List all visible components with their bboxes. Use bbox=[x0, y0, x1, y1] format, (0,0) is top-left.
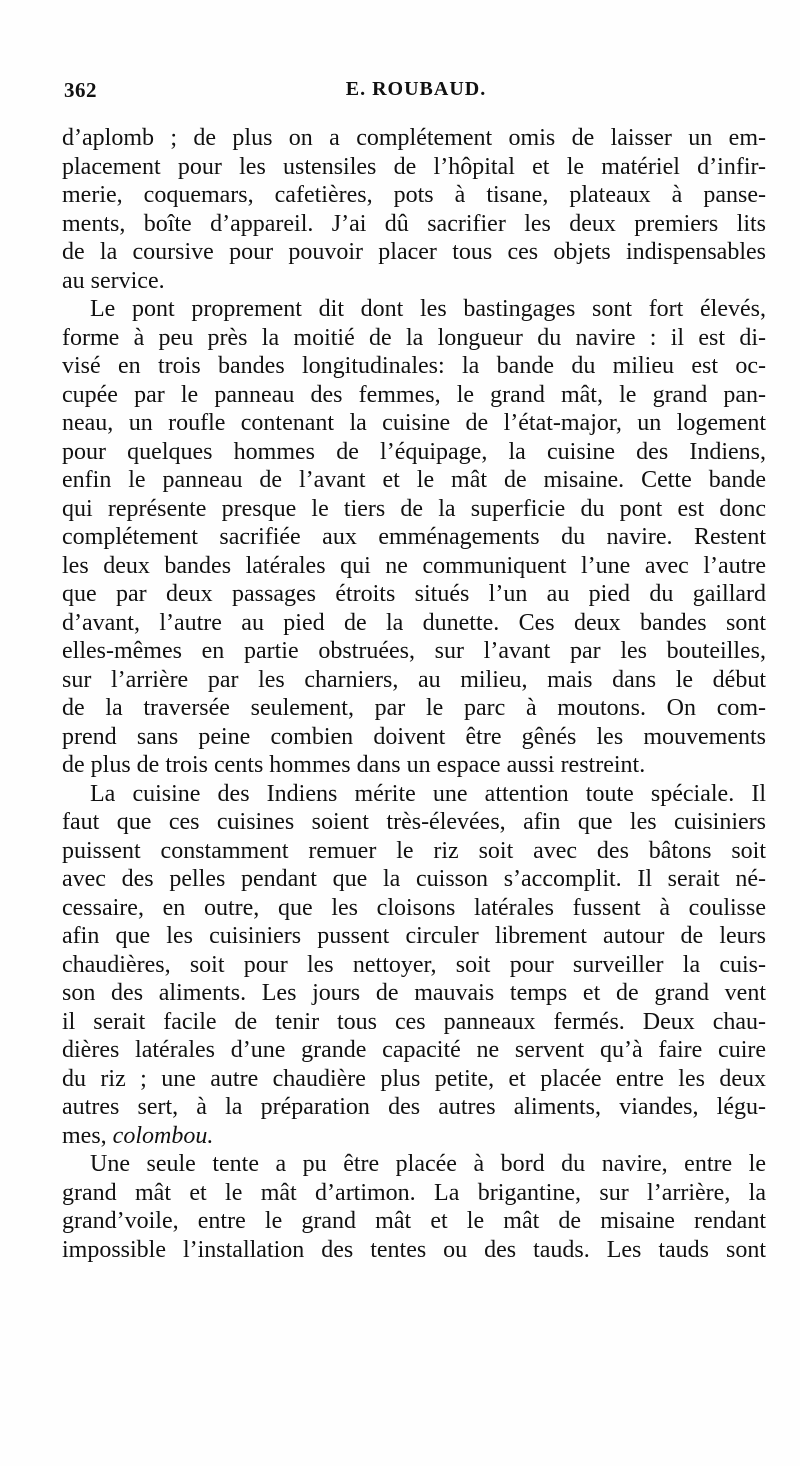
text-line: enfin le panneau de l’avant et le mât de misaine. Cette bande bbox=[62, 467, 766, 493]
text-line: qui représente presque le tiers de la superficie du pont est donc bbox=[62, 495, 766, 522]
text-line: son des aliments. Les jours de mauvais temps et de grand vent bbox=[62, 980, 766, 1006]
text-line: puissent constamment remuer le riz soit avec des bâtons soit bbox=[62, 837, 766, 864]
text-line: dières latérales d’une grande capacité ne servent qu’à faire cuire bbox=[62, 1037, 766, 1063]
text-line: cupée par le panneau des femmes, le grand mât, le grand pan- bbox=[62, 381, 766, 408]
text-line: placement pour les ustensiles de l’hôpital et le matériel d’infir- bbox=[62, 153, 766, 180]
text-line: au service. bbox=[62, 267, 165, 294]
text-line: cessaire, en outre, que les cloisons latérales fussent à coulisse bbox=[62, 894, 766, 921]
text-line: faut que ces cuisines soient très-élevées, afin que les cuisiniers bbox=[62, 809, 766, 835]
text-line: Le pont proprement dit dont les bastingages sont fort élevés, bbox=[90, 296, 766, 322]
text-line: de la traversée seulement, par le parc à moutons. On com- bbox=[62, 695, 766, 721]
text-line: mes, colombou. bbox=[62, 1122, 214, 1149]
text-line: sur l’arrière par les charniers, au milieu, mais dans le début bbox=[62, 666, 766, 693]
text-line: d’avant, l’autre au pied de la dunette. Ces deux bandes sont bbox=[62, 609, 766, 636]
text-line: de plus de trois cents hommes dans un espace aussi restreint. bbox=[62, 752, 646, 778]
text-line: neau, un roufle contenant la cuisine de l’état-major, un logement bbox=[62, 410, 766, 436]
text-line: impossible l’installation des tentes ou des tauds. Les tauds sont bbox=[62, 1236, 766, 1263]
text-line: La cuisine des Indiens mérite une attention toute spéciale. Il bbox=[90, 780, 766, 807]
text-line: il serait facile de tenir tous ces panneaux fermés. Deux chau- bbox=[62, 1008, 766, 1035]
running-header bbox=[64, 78, 768, 112]
text-line: merie, coquemars, cafetières, pots à tisane, plateaux à panse- bbox=[62, 182, 766, 208]
paragraph-1 bbox=[62, 124, 766, 295]
running-title-author: E. ROUBAUD. bbox=[345, 78, 487, 100]
body-text bbox=[62, 124, 766, 1264]
text-line: grand mât et le mât d’artimon. La brigantine, sur l’arrière, la bbox=[62, 1179, 766, 1206]
text-line: prend sans peine combien doivent être gênés les mouvements bbox=[62, 723, 766, 750]
page-number: 362 bbox=[64, 78, 97, 102]
text-line: pour quelques hommes de l’équipage, la cuisine des Indiens, bbox=[62, 438, 766, 465]
paragraph-3 bbox=[62, 780, 766, 1151]
paragraph-2 bbox=[62, 295, 766, 780]
text-line: chaudières, soit pour les nettoyer, soit pour surveiller la cuis- bbox=[62, 951, 766, 978]
text-line: autres sert, à la préparation des autres aliments, viandes, légu- bbox=[62, 1094, 766, 1120]
text-line: grand’voile, entre le grand mât et le mât de misaine rendant bbox=[62, 1208, 766, 1234]
text-line: du riz ; une autre chaudière plus petite, et placée entre les deux bbox=[62, 1065, 766, 1092]
text-line: ments, boîte d’appareil. J’ai dû sacrifier les deux premiers lits bbox=[62, 210, 766, 237]
italic-term: colombou. bbox=[112, 1122, 214, 1149]
paragraph-4 bbox=[62, 1150, 766, 1264]
text-line: elles-mêmes en partie obstruées, sur l’avant par les bouteilles, bbox=[62, 638, 766, 664]
text-line: que par deux passages étroits situés l’un au pied du gaillard bbox=[62, 581, 766, 607]
text-line: les deux bandes latérales qui ne communiquent l’une avec l’autre bbox=[62, 552, 766, 579]
text-line: Une seule tente a pu être placée à bord du navire, entre le bbox=[90, 1151, 766, 1177]
text-line: avec des pelles pendant que la cuisson s’accomplit. Il serait né- bbox=[62, 866, 766, 892]
text-line: afin que les cuisiniers pussent circuler librement autour de leurs bbox=[62, 923, 766, 949]
text-line: forme à peu près la moitié de la longueur du navire : il est di- bbox=[62, 324, 766, 351]
text-line: visé en trois bandes longitudinales: la bande du milieu est oc- bbox=[62, 353, 766, 379]
text-line: d’aplomb ; de plus on a complétement omis de laisser un em- bbox=[62, 125, 766, 151]
text-line: complétement sacrifiée aux emménagements du navire. Restent bbox=[62, 524, 766, 550]
text-line: de la coursive pour pouvoir placer tous ces objets indispensables bbox=[62, 239, 766, 265]
